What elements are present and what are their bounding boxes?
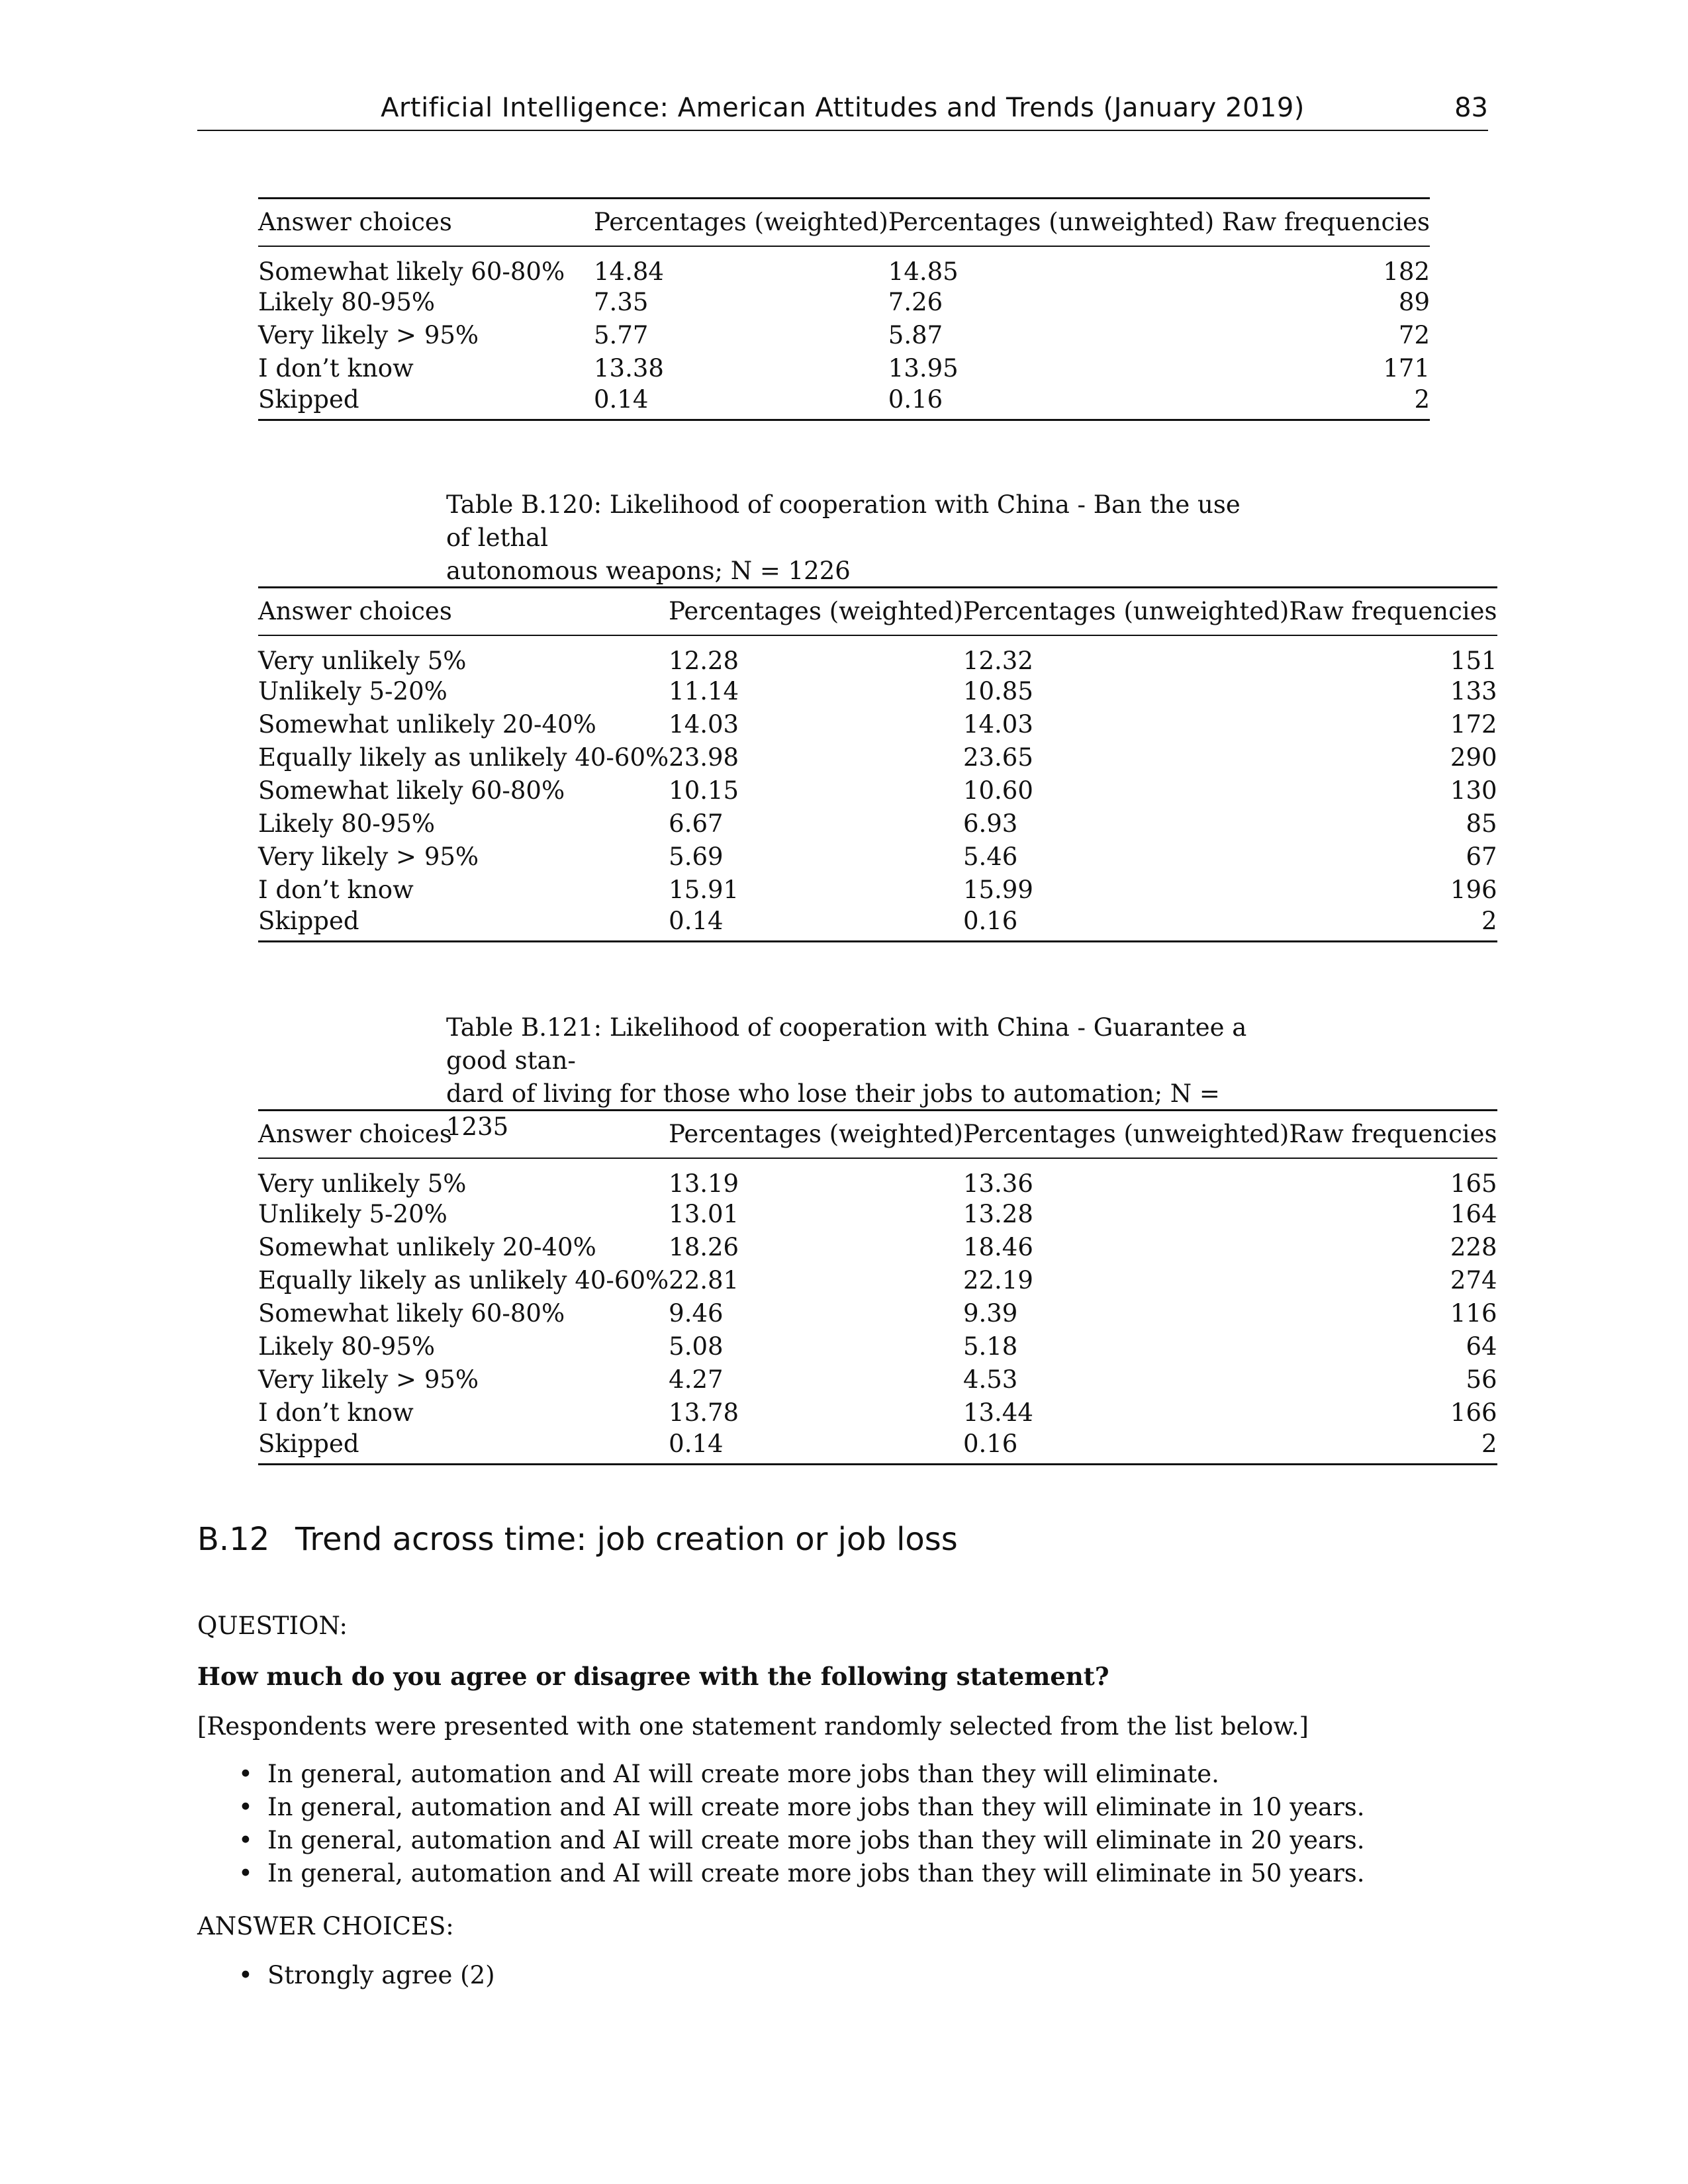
weighted-pct-cell: 7.35: [594, 288, 649, 316]
table-row: [258, 385, 1430, 420]
list-item: [238, 1959, 495, 1992]
answer-choices-label: ANSWER CHOICES:: [197, 1912, 454, 1940]
answer-choice-cell: I don’t know: [258, 354, 414, 383]
table-row: [258, 1264, 1497, 1297]
caption-line: dard of living for those who lose their jobs to automation; N = 1235: [446, 1079, 1220, 1141]
answer-choice-cell: I don’t know: [258, 1398, 414, 1427]
raw-frequency-cell: 64: [1466, 1332, 1497, 1361]
column-header: Answer choices: [258, 597, 452, 626]
unweighted-pct-cell: 6.93: [962, 809, 1018, 838]
unweighted-pct-cell: 0.16: [962, 906, 1018, 935]
unweighted-pct-cell: 13.36: [962, 1169, 1033, 1198]
column-header: Raw frequencies: [1221, 208, 1430, 237]
table-row: [258, 874, 1497, 907]
list-item: [238, 1824, 1365, 1857]
weighted-pct-cell: 13.01: [669, 1200, 739, 1228]
instruction-text: [Respondents were presented with one statement randomly selected from the list below.]: [197, 1712, 1309, 1741]
unweighted-pct-cell: 5.18: [962, 1332, 1018, 1361]
weighted-pct-cell: 23.98: [669, 743, 739, 772]
list-item: [238, 1758, 1365, 1791]
table-header-row: [258, 588, 1497, 635]
raw-frequency-cell: 2: [1481, 906, 1497, 935]
raw-frequency-cell: 182: [1383, 257, 1430, 286]
weighted-pct-cell: 5.69: [669, 842, 724, 871]
weighted-pct-cell: 6.67: [669, 809, 724, 838]
answer-choice-cell: Somewhat unlikely 20-40%: [258, 1233, 596, 1261]
table-row: [258, 1158, 1497, 1198]
table-row: [258, 286, 1430, 319]
answer-choice-cell: Very unlikely 5%: [258, 1169, 467, 1198]
answer-choice-cell: Equally likely as unlikely 40-60%: [258, 1266, 669, 1295]
answer-choice-cell: Very likely > 95%: [258, 842, 479, 871]
answer-choice-cell: Likely 80-95%: [258, 288, 436, 316]
column-header: Answer choices: [258, 208, 452, 237]
unweighted-pct-cell: 13.95: [888, 354, 959, 383]
unweighted-pct-cell: 14.85: [888, 257, 959, 286]
table-row: [258, 907, 1497, 942]
unweighted-pct-cell: 18.46: [962, 1233, 1033, 1261]
weighted-pct-cell: 13.38: [594, 354, 664, 383]
table-row: [258, 774, 1497, 807]
raw-frequency-cell: 172: [1450, 710, 1497, 739]
table-row: [258, 635, 1497, 675]
answer-choice-cell: Likely 80-95%: [258, 1332, 436, 1361]
answer-choice-cell: Somewhat likely 60-80%: [258, 257, 565, 286]
answer-choice-cell: Unlikely 5-20%: [258, 677, 447, 705]
unweighted-pct-cell: 9.39: [962, 1299, 1018, 1328]
weighted-pct-cell: 14.03: [669, 710, 739, 739]
answer-choice-cell: Likely 80-95%: [258, 809, 436, 838]
list-item: [238, 1857, 1365, 1890]
raw-frequency-cell: 116: [1450, 1299, 1497, 1328]
raw-frequency-cell: 2: [1414, 385, 1430, 414]
weighted-pct-cell: 5.08: [669, 1332, 724, 1361]
table-row: [258, 708, 1497, 741]
unweighted-pct-cell: 7.26: [888, 288, 943, 316]
bullet-icon: •: [238, 1793, 253, 1821]
table-row: [258, 1198, 1497, 1231]
list-item: [238, 1791, 1365, 1824]
list-item-text: In general, automation and AI will create more jobs than they will eliminate in 20 years.: [267, 1826, 1365, 1854]
answer-choice-cell: Skipped: [258, 906, 359, 935]
answer-choice-cell: Very likely > 95%: [258, 1365, 479, 1394]
answer-choice-cell: Somewhat likely 60-80%: [258, 1299, 565, 1328]
raw-frequency-cell: 171: [1383, 354, 1430, 383]
answer-choice-cell: Unlikely 5-20%: [258, 1200, 447, 1228]
raw-frequency-cell: 166: [1450, 1398, 1497, 1427]
answer-choice-cell: Skipped: [258, 1429, 359, 1458]
unweighted-pct-cell: 0.16: [888, 385, 943, 414]
statement-list: [238, 1758, 1365, 1890]
answer-choice-cell: Skipped: [258, 385, 359, 414]
unweighted-pct-cell: 10.60: [962, 776, 1033, 805]
table-row: [258, 1396, 1497, 1430]
table-row: [258, 1363, 1497, 1396]
page-number: 83: [1454, 93, 1488, 123]
weighted-pct-cell: 13.19: [669, 1169, 739, 1198]
column-header: Percentages (weighted): [594, 208, 888, 237]
unweighted-pct-cell: 15.99: [962, 876, 1033, 904]
question-text: How much do you agree or disagree with the following statement?: [197, 1662, 1109, 1691]
unweighted-pct-cell: 13.28: [962, 1200, 1033, 1228]
table-row: [258, 246, 1430, 286]
table-row: [258, 319, 1430, 352]
answer-list: [238, 1959, 495, 1992]
raw-frequency-cell: 2: [1481, 1429, 1497, 1458]
weighted-pct-cell: 10.15: [669, 776, 739, 805]
section-heading: [197, 1521, 958, 1558]
list-item-text: In general, automation and AI will create more jobs than they will eliminate in 50 years.: [267, 1859, 1365, 1888]
raw-frequency-cell: 67: [1466, 842, 1497, 871]
table-row: [258, 1297, 1497, 1330]
answer-choice-cell: Somewhat unlikely 20-40%: [258, 710, 596, 739]
bullet-icon: •: [238, 1760, 253, 1788]
table-caption-b120: [446, 488, 1254, 588]
weighted-pct-cell: 9.46: [669, 1299, 724, 1328]
raw-frequency-cell: 85: [1466, 809, 1497, 838]
raw-frequency-cell: 130: [1450, 776, 1497, 805]
raw-frequency-cell: 151: [1450, 646, 1497, 675]
raw-frequency-cell: 196: [1450, 876, 1497, 904]
weighted-pct-cell: 11.14: [669, 677, 739, 705]
unweighted-pct-cell: 4.53: [962, 1365, 1018, 1394]
question-label: QUESTION:: [197, 1612, 348, 1640]
unweighted-pct-cell: 5.87: [888, 321, 943, 349]
table-row: [258, 1430, 1497, 1465]
unweighted-pct-cell: 22.19: [962, 1266, 1033, 1295]
weighted-pct-cell: 5.77: [594, 321, 649, 349]
table-row: [258, 352, 1430, 385]
table-header-row: [258, 1111, 1497, 1158]
raw-frequency-cell: 290: [1450, 743, 1497, 772]
running-header: [197, 89, 1488, 131]
raw-frequency-cell: 89: [1398, 288, 1430, 316]
column-header: Raw frequencies: [1289, 1120, 1497, 1149]
column-header: Percentages (unweighted): [962, 1120, 1289, 1149]
section-title: Trend across time: job creation or job loss: [295, 1521, 958, 1558]
section-number: B.12: [197, 1521, 270, 1558]
table-b119-continued: [258, 197, 1430, 421]
weighted-pct-cell: 18.26: [669, 1233, 739, 1261]
unweighted-pct-cell: 12.32: [962, 646, 1033, 675]
unweighted-pct-cell: 5.46: [962, 842, 1018, 871]
unweighted-pct-cell: 0.16: [962, 1429, 1018, 1458]
list-item-text: In general, automation and AI will create more jobs than they will eliminate in 10 years.: [267, 1793, 1365, 1821]
unweighted-pct-cell: 23.65: [962, 743, 1033, 772]
caption-line: autonomous weapons; N = 1226: [446, 557, 851, 585]
weighted-pct-cell: 0.14: [669, 1429, 724, 1458]
bullet-icon: •: [238, 1826, 253, 1854]
bullet-icon: •: [238, 1859, 253, 1888]
column-header: Answer choices: [258, 1120, 452, 1149]
unweighted-pct-cell: 10.85: [962, 677, 1033, 705]
caption-line: Table B.120: Likelihood of cooperation with China - Ban the use of lethal: [446, 490, 1241, 552]
answer-choice-cell: Somewhat likely 60-80%: [258, 776, 565, 805]
table-row: [258, 841, 1497, 874]
answer-choice-cell: Very unlikely 5%: [258, 646, 467, 675]
column-header: Percentages (weighted): [669, 1120, 963, 1149]
list-item-text: Strongly agree (2): [267, 1961, 495, 1989]
weighted-pct-cell: 22.81: [669, 1266, 739, 1295]
column-header: Raw frequencies: [1289, 597, 1497, 626]
table-row: [258, 1231, 1497, 1264]
raw-frequency-cell: 72: [1398, 321, 1430, 349]
weighted-pct-cell: 4.27: [669, 1365, 724, 1394]
table-b120: [258, 586, 1497, 942]
unweighted-pct-cell: 14.03: [962, 710, 1033, 739]
weighted-pct-cell: 12.28: [669, 646, 739, 675]
weighted-pct-cell: 14.84: [594, 257, 664, 286]
table-header-row: [258, 199, 1430, 246]
weighted-pct-cell: 15.91: [669, 876, 739, 904]
column-header: Percentages (weighted): [669, 597, 963, 626]
table-row: [258, 1330, 1497, 1363]
bullet-icon: •: [238, 1961, 253, 1989]
weighted-pct-cell: 13.78: [669, 1398, 739, 1427]
raw-frequency-cell: 164: [1450, 1200, 1497, 1228]
raw-frequency-cell: 274: [1450, 1266, 1497, 1295]
weighted-pct-cell: 0.14: [594, 385, 649, 414]
raw-frequency-cell: 133: [1450, 677, 1497, 705]
table-row: [258, 675, 1497, 708]
raw-frequency-cell: 165: [1450, 1169, 1497, 1198]
header-title: Artificial Intelligence: American Attitudes and Trends (January 2019): [381, 93, 1305, 123]
answer-choice-cell: Equally likely as unlikely 40-60%: [258, 743, 669, 772]
caption-line: Table B.121: Likelihood of cooperation with China - Guarantee a good stan-: [446, 1013, 1247, 1075]
raw-frequency-cell: 228: [1450, 1233, 1497, 1261]
raw-frequency-cell: 56: [1466, 1365, 1497, 1394]
unweighted-pct-cell: 13.44: [962, 1398, 1033, 1427]
list-item-text: In general, automation and AI will create more jobs than they will eliminate.: [267, 1760, 1219, 1788]
column-header: Percentages (unweighted): [962, 597, 1289, 626]
answer-choice-cell: I don’t know: [258, 876, 414, 904]
table-row: [258, 807, 1497, 841]
table-row: [258, 741, 1497, 774]
table-b121: [258, 1109, 1497, 1465]
column-header: Percentages (unweighted): [888, 208, 1215, 237]
answer-choice-cell: Very likely > 95%: [258, 321, 479, 349]
weighted-pct-cell: 0.14: [669, 906, 724, 935]
